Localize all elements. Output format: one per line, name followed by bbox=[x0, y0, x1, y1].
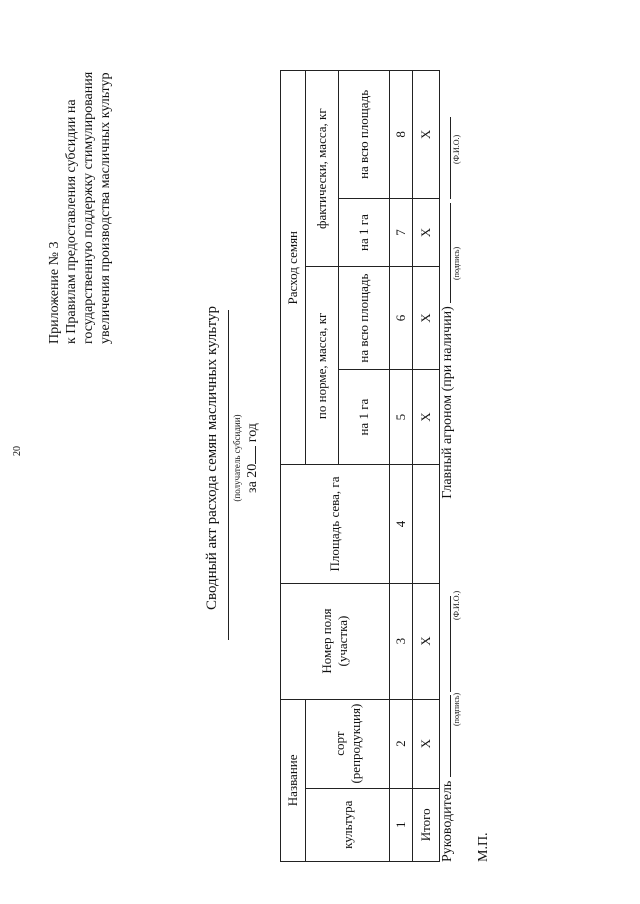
col-number: 8 bbox=[390, 71, 413, 199]
signature-line bbox=[436, 117, 456, 862]
table-row bbox=[390, 71, 413, 862]
col-number: 1 bbox=[390, 788, 413, 861]
stamp-mark: М.П. bbox=[476, 832, 491, 862]
head-sign-caption: (подпись) bbox=[452, 692, 461, 726]
appendix-line-1: Приложение № 3 bbox=[47, 241, 62, 344]
table-cell: Х bbox=[413, 198, 440, 266]
seed-usage-table bbox=[280, 70, 440, 862]
agronomist-label: Главный агроном (при наличии) bbox=[440, 306, 455, 499]
year-line bbox=[243, 46, 261, 870]
table-cell: Х bbox=[413, 699, 440, 788]
total-label: Итого bbox=[413, 788, 440, 861]
recipient-caption: (получатель субсидии) bbox=[232, 414, 242, 502]
header-actual-per-ha: на 1 га bbox=[339, 198, 390, 266]
header-norm-total: на всю площадь bbox=[339, 267, 390, 370]
col-number: 3 bbox=[390, 583, 413, 699]
appendix-line-2: к Правилам предоставления субсидии на bbox=[64, 99, 79, 344]
head-signature-blank bbox=[436, 695, 451, 777]
agronomist-sign-caption: (подпись) bbox=[452, 246, 461, 280]
col-number: 7 bbox=[390, 198, 413, 266]
header-name: Название bbox=[281, 699, 306, 861]
agronomist-signature-blank bbox=[436, 203, 451, 303]
table-cell: Х bbox=[413, 71, 440, 199]
header-norm: по норме, масса, кг bbox=[306, 267, 339, 465]
col-number: 2 bbox=[390, 699, 413, 788]
col-number: 4 bbox=[390, 465, 413, 583]
header-actual-total: на всю площадь bbox=[339, 71, 390, 199]
year-suffix: год bbox=[245, 423, 260, 443]
year-blank bbox=[243, 446, 256, 464]
document-title: Сводный акт расхода семян масличных культур bbox=[204, 305, 220, 611]
agronomist-fio-blank bbox=[436, 117, 451, 199]
header-actual: фактически, масса, кг bbox=[306, 71, 339, 267]
header-seed-use: Расход семян bbox=[281, 71, 306, 465]
table-cell: Х bbox=[413, 369, 440, 465]
table-cell: Х bbox=[413, 267, 440, 370]
page-number: 20 bbox=[12, 446, 23, 456]
appendix-line-3: государственную поддержку стимулирования bbox=[81, 71, 96, 344]
header-area: Площадь сева, га bbox=[281, 465, 390, 583]
col-number: 5 bbox=[390, 369, 413, 465]
recipient-line bbox=[228, 310, 229, 640]
header-field: Номер поля (участка) bbox=[281, 583, 390, 699]
document-sheet bbox=[40, 46, 570, 870]
col-number: 6 bbox=[390, 267, 413, 370]
agronomist-fio-caption: (Ф.И.О.) bbox=[452, 134, 461, 164]
head-label: Руководитель bbox=[440, 780, 455, 862]
header-norm-per-ha: на 1 га bbox=[339, 369, 390, 465]
header-sort: сорт (репродукция) bbox=[306, 699, 390, 788]
appendix-line-4: увеличения производства масличных культур bbox=[98, 72, 113, 344]
header-culture: культура bbox=[306, 788, 390, 861]
head-fio-blank bbox=[436, 596, 451, 692]
appendix-block bbox=[46, 72, 114, 344]
table-cell: Х bbox=[413, 583, 440, 699]
head-fio-caption: (Ф.И.О.) bbox=[452, 590, 461, 620]
year-prefix: за 20 bbox=[245, 463, 260, 493]
